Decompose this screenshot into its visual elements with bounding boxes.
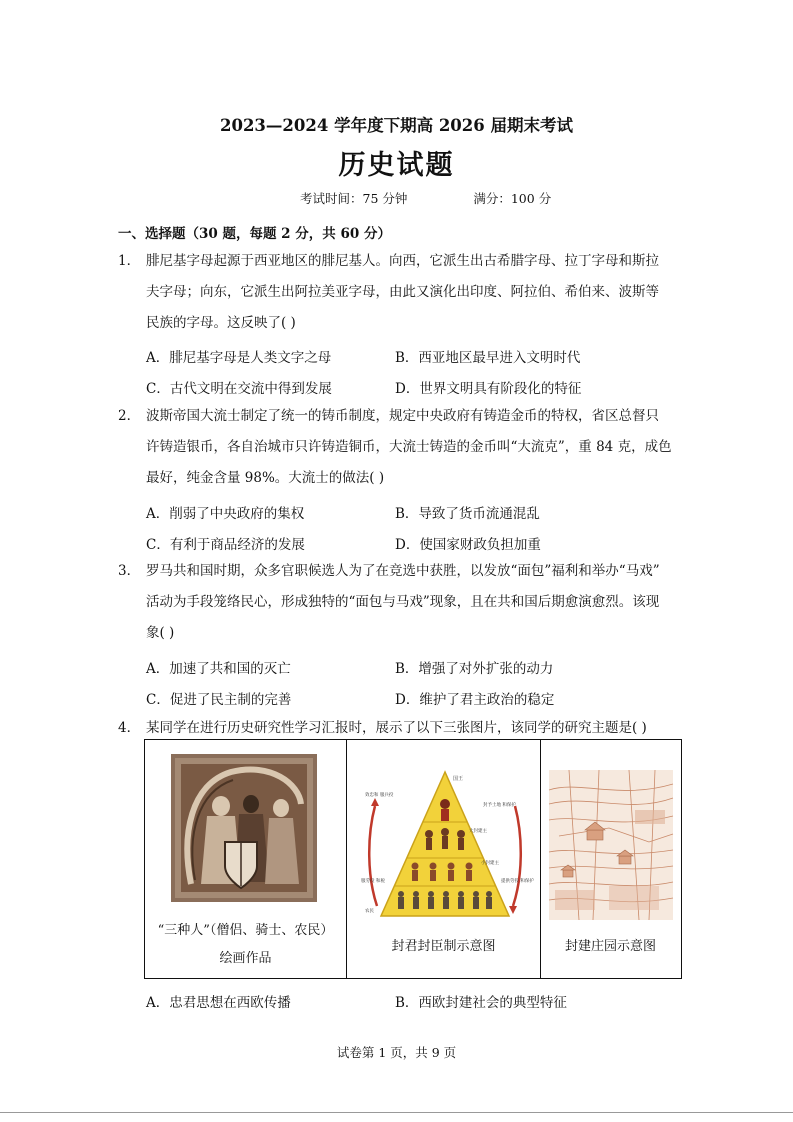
three-estates-painting [171,754,317,902]
figure-caption: 绘画作品 [219,951,272,966]
option-a: A．忠君思想在西欧传播 [146,995,291,1011]
subject-title: 历史试题 [338,150,455,181]
section-heading: 一、选择题（30 题，每题 2 分，共 60 分） [118,226,391,242]
question-line: 腓尼基字母起源于西亚地区的腓尼基人。向西，它派生出古希腊字母、拉丁字母和斯拉 [146,253,659,269]
option-b: B．西欧封建社会的典型特征 [395,995,567,1011]
question-number: 2． [118,408,141,424]
question-line: 最好，纯金含量 98%。大流士的做法( ) [146,470,385,486]
option-a: A．削弱了中央政府的集权 [146,506,305,522]
score-label: 满分：100 分 [473,191,552,206]
figure-pyramid-cell [347,740,541,978]
option-d: D．世界文明具有阶段化的特征 [395,381,582,397]
figure-table [144,739,682,979]
pyramid-label: 大封建主 [469,829,487,834]
pyramid-label: 国王 [453,776,464,782]
question-line: 许铸造银币，各自治城市只许铸造铜币，大流士铸造的金币叫“大流克”，重 84 克，成色 [146,439,672,455]
pyramid-label: 效忠和 服兵役 [365,793,394,798]
question-line: 民族的字母。这反映了( ) [146,315,296,331]
question-line: 波斯帝国大流士制定了统一的铸币制度，规定中央政府有铸造金币的特权，省区总督只 [146,408,659,424]
figure-manor-cell [541,740,680,978]
option-c: C．有利于商品经济的发展 [146,537,305,553]
question-1 [118,246,688,339]
option-b: B．增强了对外扩张的动力 [395,661,554,677]
question-line: 罗马共和国时期，众多官职候选人为了在竞选中获胜，以发放“面包”福利和举办“马戏” [146,563,660,579]
option-a: A．腓尼基字母是人类文字之母 [146,350,332,366]
exam-title: 2023—2024 学年度下期高 2026 届期末考试 [219,116,573,135]
option-d: D．维护了君主政治的稳定 [395,692,555,708]
question-3 [118,556,688,649]
option-a: A．加速了共和国的灭亡 [146,661,291,677]
option-b: B．西亚地区最早进入文明时代 [395,350,581,366]
option-c: C．古代文明在交流中得到发展 [146,381,332,397]
feudal-pyramid-diagram [361,766,534,918]
figure-caption: 封君封臣制示意图 [391,939,496,954]
page-footer: 试卷第 1 页，共 9 页 [336,1045,457,1060]
question-number: 4． [118,720,141,736]
figure-caption: “三种人”（僧侣、骑士、农民） [157,923,334,938]
pyramid-label: 提供劳役 和保护 [501,879,534,884]
question-line: 夫字母；向东，它派生出阿拉美亚字母，由此又演化出印度、阿拉伯、希伯来、波斯等 [146,284,659,300]
question-2 [118,401,688,494]
question-line: 象( ) [146,625,175,641]
pyramid-label: 小封建主 [481,861,499,866]
option-b: B．导致了货币流通混乱 [395,506,540,522]
time-label: 考试时间：75 分钟 [300,191,408,206]
bottom-divider [0,1112,793,1113]
pyramid-label: 农民 [365,909,374,914]
question-line: 某同学在进行历史研究性学习汇报时，展示了以下三张图片，该同学的研究主题是( ) [146,720,647,736]
figure-caption: 封建庄园示意图 [564,939,656,954]
exam-meta [300,189,551,207]
manor-sketch [549,770,673,920]
question-line: 活动为手段笼络民心，形成独特的“面包与马戏”现象，且在共和国后期愈演愈烈。该现 [146,594,660,610]
question-number: 1． [118,253,141,269]
pyramid-label: 服劳役 和税 [361,879,385,884]
pyramid-label: 封予土地 和保护 [483,803,516,808]
question-number: 3． [118,563,141,579]
figure-painting-cell [145,740,347,978]
option-d: D．使国家财政负担加重 [395,537,541,553]
option-c: C．促进了民主制的完善 [146,692,292,708]
